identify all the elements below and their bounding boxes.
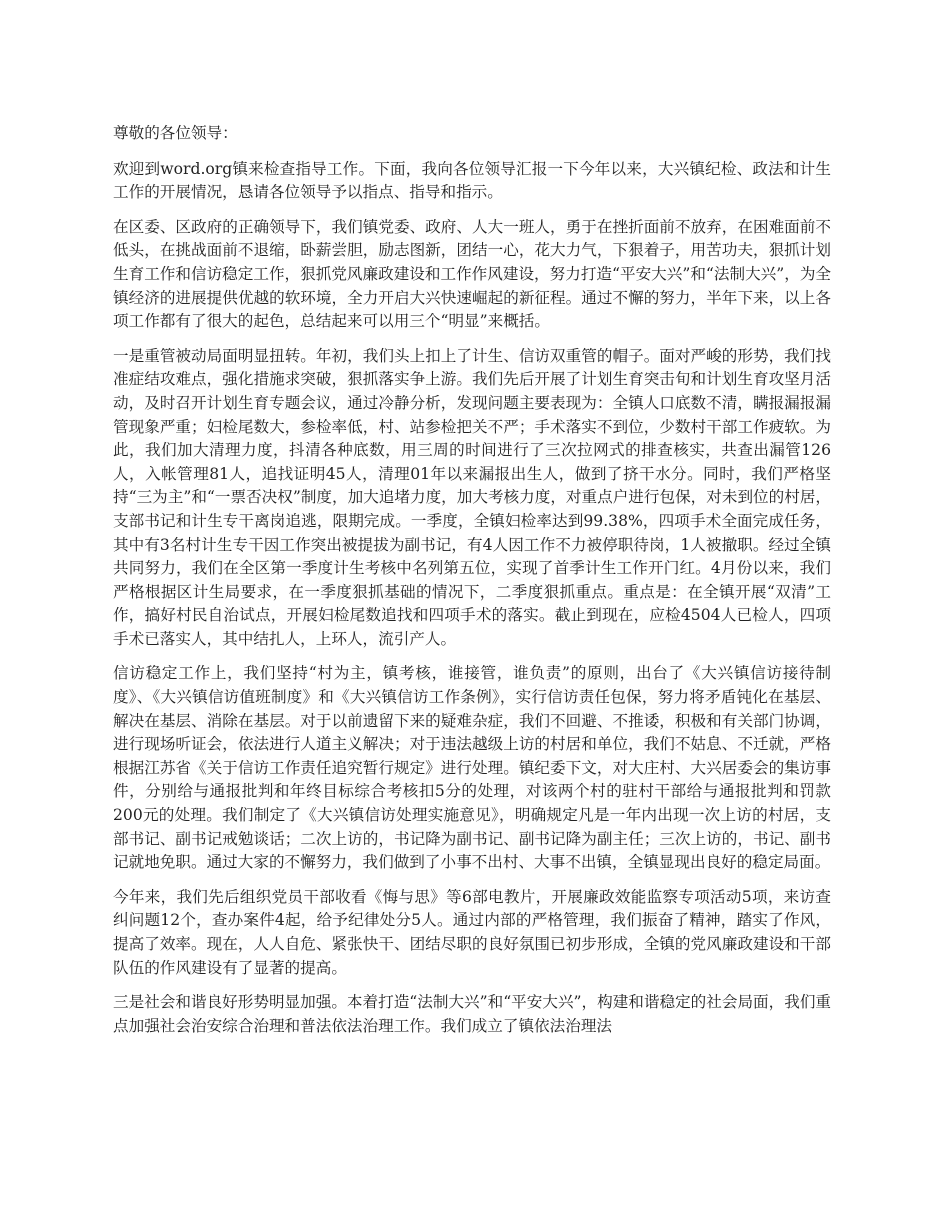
paragraph-overview: 在区委、区政府的正确领导下，我们镇党委、政府、人大一班人，勇于在挫折面前不放弃，在困难面前不低头，在挑战面前不退缩，卧薪尝胆，励志图新，团结一心，花大力气，下狠着子，用苦功夫，狠抓计划生育工作和信访稳定工作，狠抓党风廉政建设和工作作风建设，努力打造“平安大兴”和“法制大兴”，为全镇经济的进展提供优越的软环境，全力开启大兴快速崛起的新征程。通过不懈的努力，半年下来，以上各项工作都有了很大的起色，总结起来可以用三个“明显”来概括。 bbox=[113, 217, 832, 331]
paragraph-welcome: 欢迎到word.org镇来检查指导工作。下面，我向各位领导汇报一下今年以来，大兴镇纪检、政法和计生工作的开展情况，恳请各位领导予以指点、指导和指示。 bbox=[113, 159, 831, 202]
paragraph-social-harmony: 三是社会和谐良好形势明显加强。本着打造“法制大兴”和“平安大兴”，构建和谐稳定的社会局面，我们重点加强社会治安综合治理和普法依法治理工作。我们成立了镇依法治理法 bbox=[113, 993, 832, 1035]
paragraph-family-planning: 一是重管被动局面明显扭转。年初，我们头上扣上了计生、信访双重管的帽子。面对严峻的形势，我们找准症结攻难点，强化措施求突破，狠抓落实争上游。我们先后开展了计划生育突击旬和计划生育攻坚月活动，及时召开计划生育专题会议，通过冷静分析，发现问题主要表现为：全镇人口底数不清，瞒报漏报漏管现象严重；妇检尾数大，参检率低，村、站参检把关不严；手术落实不到位，少数村干部工作疲软。为此，我们加大清理力度，抖清各种底数，用三周的时间进行了三次拉网式的排查核实，共查出漏管126人，入帐管理81人，追找证明45人，清理01年以来漏报出生人，做到了挤干水分。同时，我们严格坚持“三为主”和“一票否决权”制度，加大追堵力度，加大考核力度，对重点户进行包保，对未到位的村居，支部书记和计生专干离岗追逃，限期完成。一季度，全镇妇检率达到99.38%，四项手术全面完成任务，其中有3名村计生专干因工作突出被提拔为副书记，有4人因工作不力被停职待岗，1人被撤职。经过全镇共同努力，我们在全区第一季度计生考核中名列第五位，实现了首季计生工作开门红。4月份以来，我们严格根据区计生局要求，在一季度狠抓基础的情况下，二季度狠抓重点。重点是：在全镇开展“双清”工作，搞好村民自治试点，开展妇检尾数追找和四项手术的落实。截止到现在，应检4504人已检人，四项手术已落实人，其中结扎人，上环人，流引产人。 bbox=[113, 346, 832, 648]
paragraph-petition-stability: 信访稳定工作上，我们坚持“村为主，镇考核，谁接管，谁负责”的原则，出台了《大兴镇信访接待制度》、《大兴镇信访值班制度》和《大兴镇信访工作条例》，实行信访责任包保，努力将矛盾钝化在基层、解决在基层、消除在基层。对于以前遗留下来的疑难杂症，我们不回避、不推诿，积极和有关部门协调，进行现场听证会，依法进行人道主义解决；对于违法越级上访的村居和单位，我们不姑息、不迁就，严格根据江苏省《关于信访工作责任追究暂行规定》进行处理。镇纪委下文，对大庄村、大兴居委会的集访事件，分别给与通报批判和年终目标综合考核扣5分的处理，对该两个村的驻村干部给与通报批判和罚款200元的处理。我们制定了《大兴镇信访处理实施意见》，明确规定凡是一年内出现一次上访的村居，支部书记、副书记戒勉谈话；二次上访的，书记降为副书记、副书记降为副主任；三次上访的，书记、副书记就地免职。通过大家的不懈努力，我们做到了小事不出村、大事不出镇，全镇显现出良好的稳定局面。 bbox=[113, 664, 831, 872]
document-body bbox=[113, 122, 831, 1049]
paragraph-integrity: 今年来，我们先后组织党员干部收看《悔与思》等6部电教片，开展廉政效能监察专项活动5项，来访查纠问题12个，查办案件4起，给予纪律处分5人。通过内部的严格管理，我们振奋了精神，踏实了作风，提高了效率。现在，人人自危、紧张快干、团结尽职的良好氛围已初步形成，全镇的党风廉政建设和干部队伍的作风建设有了显著的提高。 bbox=[113, 887, 831, 977]
greeting: 尊敬的各位领导： bbox=[113, 124, 238, 142]
